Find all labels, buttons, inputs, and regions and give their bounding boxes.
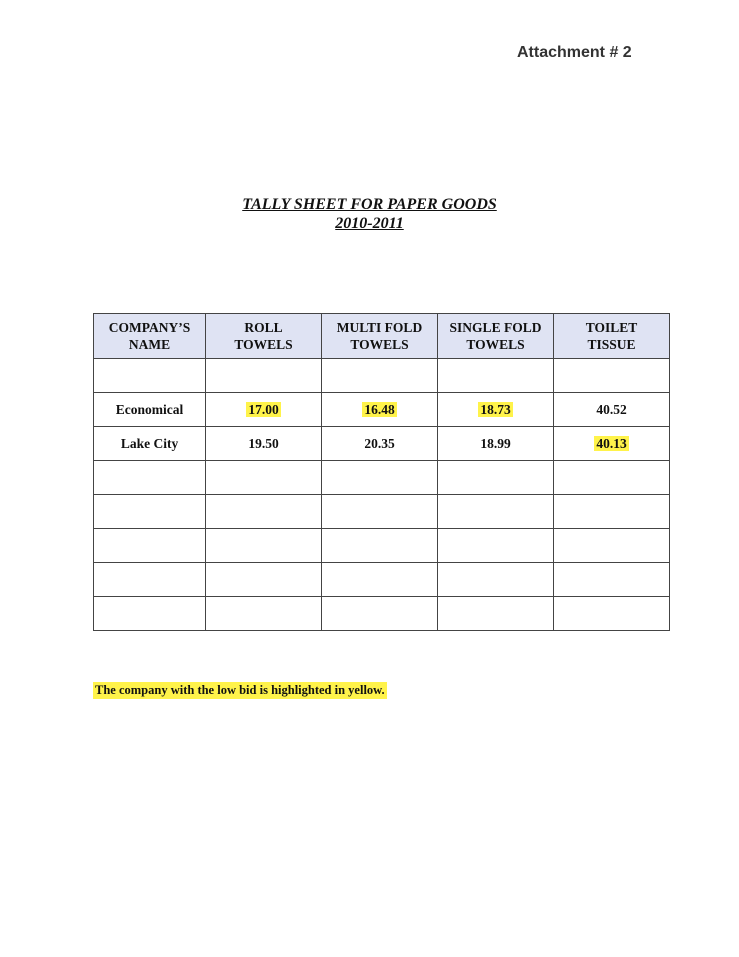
cell-company: Economical — [94, 393, 206, 427]
cell-toilet: 40.52 — [554, 393, 670, 427]
title-line-1: TALLY SHEET FOR PAPER GOODS — [242, 196, 497, 213]
cell-single — [438, 495, 554, 529]
cell-single — [438, 359, 554, 393]
header-company-name: COMPANY’S NAME — [94, 314, 206, 359]
table-row — [94, 495, 670, 529]
header-single-fold-towels: SINGLE FOLD TOWELS — [438, 314, 554, 359]
low-bid-highlight: 40.13 — [596, 435, 627, 451]
table-row — [94, 461, 670, 495]
cell-single — [438, 529, 554, 563]
table-row — [94, 393, 670, 427]
cell-multi — [322, 529, 438, 563]
cell-multi — [322, 359, 438, 393]
tally-table — [93, 313, 670, 631]
table-row — [94, 597, 670, 631]
cell-toilet — [554, 563, 670, 597]
cell-toilet — [554, 359, 670, 393]
cell-toilet — [554, 529, 670, 563]
header-roll-towels: ROLL TOWELS — [206, 314, 322, 359]
header-toilet-tissue: TOILET TISSUE — [554, 314, 670, 359]
cell-toilet — [554, 461, 670, 495]
cell-roll — [206, 359, 322, 393]
cell-single — [438, 597, 554, 631]
table-header-row — [94, 314, 670, 359]
cell-roll — [206, 597, 322, 631]
cell-roll — [206, 529, 322, 563]
cell-multi — [322, 495, 438, 529]
title-line-2: 2010-2011 — [335, 215, 404, 232]
table-row — [94, 359, 670, 393]
low-bid-highlight: 18.73 — [480, 401, 511, 417]
cell-company: Lake City — [94, 427, 206, 461]
cell-single — [438, 461, 554, 495]
cell-single — [438, 563, 554, 597]
cell-company — [94, 597, 206, 631]
low-bid-highlight: 17.00 — [248, 401, 279, 417]
attachment-label: Attachment # 2 — [517, 44, 632, 61]
cell-single — [438, 393, 554, 427]
cell-multi: 20.35 — [322, 427, 438, 461]
cell-toilet — [554, 597, 670, 631]
cell-company — [94, 461, 206, 495]
cell-roll — [206, 495, 322, 529]
cell-roll — [206, 461, 322, 495]
low-bid-note: The company with the low bid is highlighted in yellow. — [95, 683, 385, 697]
cell-multi — [322, 393, 438, 427]
table-row — [94, 563, 670, 597]
table-row — [94, 427, 670, 461]
cell-single: 18.99 — [438, 427, 554, 461]
cell-roll — [206, 393, 322, 427]
cell-roll — [206, 563, 322, 597]
document-title — [0, 195, 739, 233]
cell-company — [94, 563, 206, 597]
cell-company — [94, 495, 206, 529]
low-bid-highlight: 16.48 — [364, 401, 395, 417]
cell-roll: 19.50 — [206, 427, 322, 461]
cell-company — [94, 529, 206, 563]
table-row — [94, 529, 670, 563]
cell-toilet — [554, 427, 670, 461]
cell-company — [94, 359, 206, 393]
header-multi-fold-towels: MULTI FOLD TOWELS — [322, 314, 438, 359]
cell-toilet — [554, 495, 670, 529]
cell-multi — [322, 563, 438, 597]
cell-multi — [322, 597, 438, 631]
cell-multi — [322, 461, 438, 495]
